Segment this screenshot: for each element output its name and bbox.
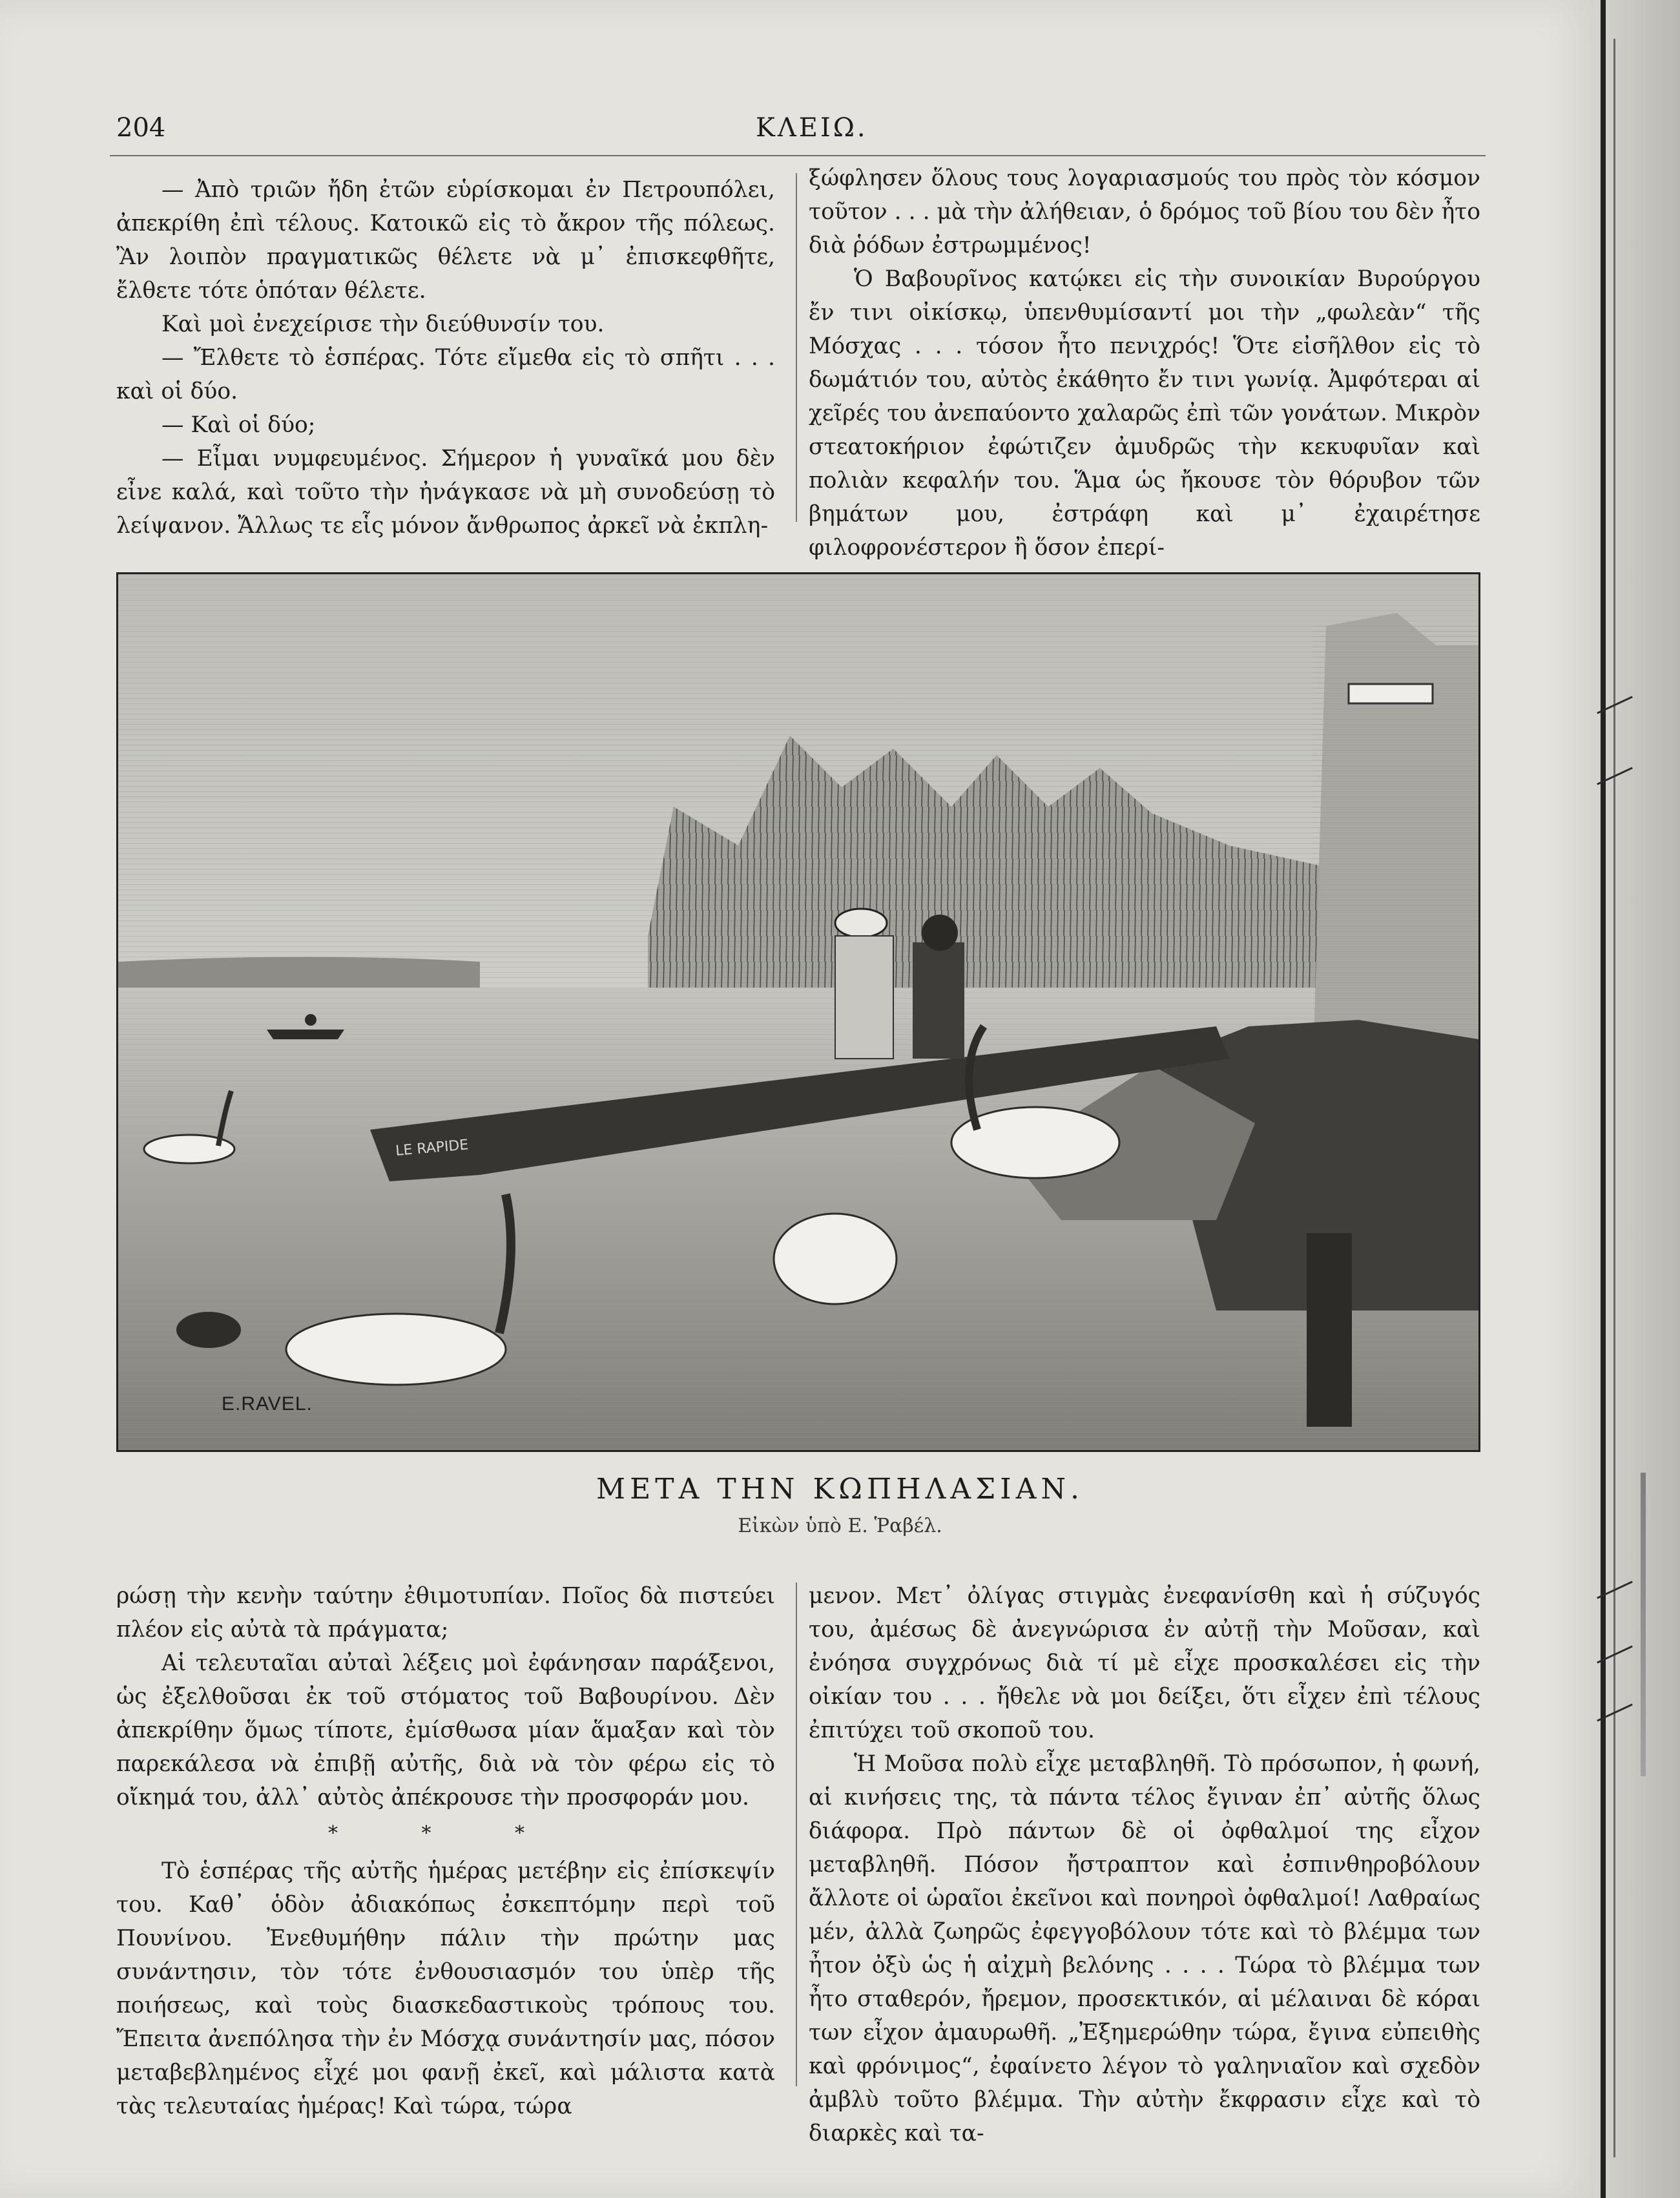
swan bbox=[774, 1214, 897, 1304]
paragraph: ρώσῃ τὴν κενὴν ταύτην ἐθιμοτυπίαν. Ποῖος δὰ πιστεύει πλέον εἰς αὐτὰ τὰ πράγματα; bbox=[116, 1583, 775, 1643]
man-figure bbox=[835, 936, 893, 1059]
paragraph: Τὸ ἑσπέρας τῆς αὐτῆς ἡμέρας μετέβην εἰς ἐπίσκεψίν του. Καθ᾽ ὁδὸν ἀδιακόπως ἐσκεπτόμην περὶ τοῦ Πουνίνου. Ἐνεθυμήθην πάλιν τὴν πρώτην μας συνάντησιν, τὸν τότε ἐνθουσιασμόν του ὑπὲρ τῆς ποιήσεως, καὶ τοὺς διασκεδαστικοὺς τρόπους του. Ἔπειτα ἀνεπόλησα τὴν ἐν Μόσχᾳ συνάντησίν μας, πόσον μεταβεβλημένος εἶχέ μοι φανῇ ἐκεῖ, καὶ μάλιστα κατὰ τὰς τελευταίας ἡμέρας! Καὶ τώρα, τώρα bbox=[116, 1858, 775, 2119]
distant-shore bbox=[118, 957, 480, 988]
paragraph: — Ἔλθετε τὸ ἑσπέρας. Τότε εἴμεθα εἰς τὸ σπῆτι . . . καὶ οἱ δύο. bbox=[116, 345, 775, 404]
paragraph: — Ἀπὸ τριῶν ἤδη ἐτῶν εὑρίσκομαι ἐν Πετρουπόλει, ἀπεκρίθη ἐπὶ τέλους. Κατοικῶ εἰς τὸ ἄκρον τῆς πόλεως. Ἂν λοιπὸν πραγματικῶς θέλετε νὰ μ᾽ ἐπισκεφθῆτε, ἔλθετε τότε ὁπόταν θέλετε. bbox=[116, 177, 775, 304]
paragraph: Ἡ Μοῦσα πολὺ εἶχε μεταβληθῆ. Τὸ πρόσωπον, ἡ φωνή, αἱ κινήσεις της, τὰ πάντα τέλος ἔγιναν ἐπ᾽ αὐτῆς ὅλως διάφορα. Πρὸ πάντων δὲ οἱ ὀφθαλμοί της εἶχον μεταβληθῆ. Πόσον ἤστραπτον καὶ ἐσπινθηροβόλουν ἄλλοτε οἱ ὡραῖοι ἐκεῖνοι καὶ πονηροὶ ὀφθαλμοί! Λαθραίως μέν, ἀλλὰ ζωηρῶς ἐφεγγοβόλουν τότε καὶ τὸ βλέμμα των ἦτον ὀξὺ ὡς ἡ αἰχμὴ βελόνης . . . . Τώρα τὸ βλέμμα των ἦτο σταθερόν, ἤρεμον, προσεκτικόν, αἱ μέλαιναι δὲ κόραι των εἶχον ἀμαυρωθῆ. „Ἐξημερώθην τώρα, ἔγινα εὐπειθὴς καὶ φρόνιμος“, ἐφαίνετο λέγον τὸ γαληνιαῖον καὶ σχεδὸν ἀμβλὺ τοῦτο βλέμμα. Τὴν αὐτὴν ἔκφρασιν εἶχε καὶ τὸ διαρκὲς καὶ τα- bbox=[809, 1751, 1480, 2146]
figure-caption: ΜΕΤΑ ΤΗΝ ΚΩΠΗΛΑΣΙΑΝ. bbox=[596, 1473, 1084, 1506]
bottom-left-column bbox=[116, 1579, 775, 2123]
engraving-scene bbox=[118, 574, 1478, 1450]
engraving-illustration bbox=[116, 572, 1480, 1452]
boat-name: LE RAPIDE bbox=[395, 1137, 470, 1159]
paragraph: Ὁ Βαβουρῖνος κατῴκει εἰς τὴν συνοικίαν Βυρούργου ἔν τινι οἰκίσκῳ, ὑπενθυμίσαντί μοι τὴν „φωλεὰν“ τῆς Μόσχας . . . τόσον ἦτο πενιχρός! Ὅτε εἰσῆλθον εἰς τὸ δωμάτιόν του, αὐτὸς ἐκάθητο ἔν τινι γωνίᾳ. Ἀμφότεραι αἱ χεῖρές του ἀνεπαύοντο χαλαρῶς ἐπὶ τῶν γονάτων. Μικρὸν στεατοκήριον ἐφώτιζεν ἀμυδρῶς τὴν κεκυφυῖαν καὶ πολιὰν κεφαλήν του. Ἅμα ὡς ἤκουσε τὸν θόρυβον τῶν βημάτων μου, ἐστράφη καὶ μ᾽ ἐχαιρέτησε φιλοφρονέστερον ἢ ὅσον ἐπερί- bbox=[809, 266, 1480, 561]
section-break: * * * bbox=[327, 1822, 564, 1845]
binding-thread bbox=[1613, 39, 1615, 2157]
distant-rowboat bbox=[267, 1030, 344, 1039]
artist-signature: E.RAVEL. bbox=[222, 1393, 313, 1415]
mooring-post bbox=[1307, 1233, 1352, 1427]
header-rule bbox=[110, 155, 1486, 156]
girl-figure bbox=[913, 942, 964, 1059]
top-left-column bbox=[116, 173, 775, 543]
bottom-right-column bbox=[809, 1579, 1480, 2150]
running-head: ΚΛΕΙΩ. bbox=[756, 113, 868, 143]
paragraph: — Καὶ οἱ δύο; bbox=[161, 412, 316, 438]
page-header bbox=[110, 113, 1486, 152]
paragraph: Αἱ τελευταῖαι αὐταὶ λέξεις μοὶ ἐφάνησαν παράξενοι, ὡς ἐξελθοῦσαι ἐκ τοῦ στόματος τοῦ Βαβουρίνου. Δὲν ἀπεκρίθην ὅμως τίποτε, ἐμίσθωσα μίαν ἅμαξαν καὶ τὸν παρεκάλεσα νὰ ἐπιβῇ αὐτῆς, διὰ νὰ τὸν φέρω εἰς τὸ οἴκημά του, ἀλλ᾽ αὐτὸς ἀπέκρουσε τὴν προσφοράν μου. bbox=[116, 1650, 775, 1810]
paragraph: — Εἶμαι νυμφευμένος. Σήμερον ἡ γυναῖκά μου δὲν εἶνε καλά, καὶ τοῦτο τὴν ἠνάγκασε νὰ μὴ συνοδεύσῃ τὸ λείψανον. Ἄλλως τε εἷς μόνον ἄνθρωπος ἀρκεῖ νὰ ἐκπλη- bbox=[116, 446, 775, 539]
paragraph: ξώφλησεν ὅλους τους λογαριασμούς του πρὸς τὸν κόσμον τοῦτον . . . μὰ τὴν ἀλήθειαν, ὁ δρόμος τοῦ βίου του δὲν ἦτο διὰ ῥόδων ἐστρωμμένος! bbox=[809, 165, 1480, 258]
page-number: 204 bbox=[116, 113, 166, 143]
binding-edge bbox=[1601, 0, 1606, 2198]
paragraph: Καὶ μοὶ ἐνεχείρισε τὴν διεύθυνσίν του. bbox=[161, 311, 605, 337]
book-gutter bbox=[1595, 0, 1680, 2198]
column-rule bbox=[796, 173, 797, 522]
paragraph: μενον. Μετ᾽ ὀλίγας στιγμὰς ἐνεφανίσθη καὶ ἡ σύζυγός του, ἀμέσως δὲ ἀνεγνώρισα ἐν αὐτῇ τὴν Μοῦσαν, καὶ ἐνόησα συγχρόνως διὰ τί μὲ εἶχε προσκαλέσει εἰς τὴν οἰκίαν του . . . ἤθελε νὰ μοι δείξει, ὅτι εἶχεν ἐπὶ τέλους ἐπιτύχει τοῦ σκοποῦ του. bbox=[809, 1583, 1480, 1743]
figure-credit: Εἰκὼν ὑπὸ Ε. Ῥαβέλ. bbox=[738, 1515, 942, 1537]
column-rule bbox=[796, 1582, 797, 2086]
top-right-column bbox=[809, 161, 1480, 565]
